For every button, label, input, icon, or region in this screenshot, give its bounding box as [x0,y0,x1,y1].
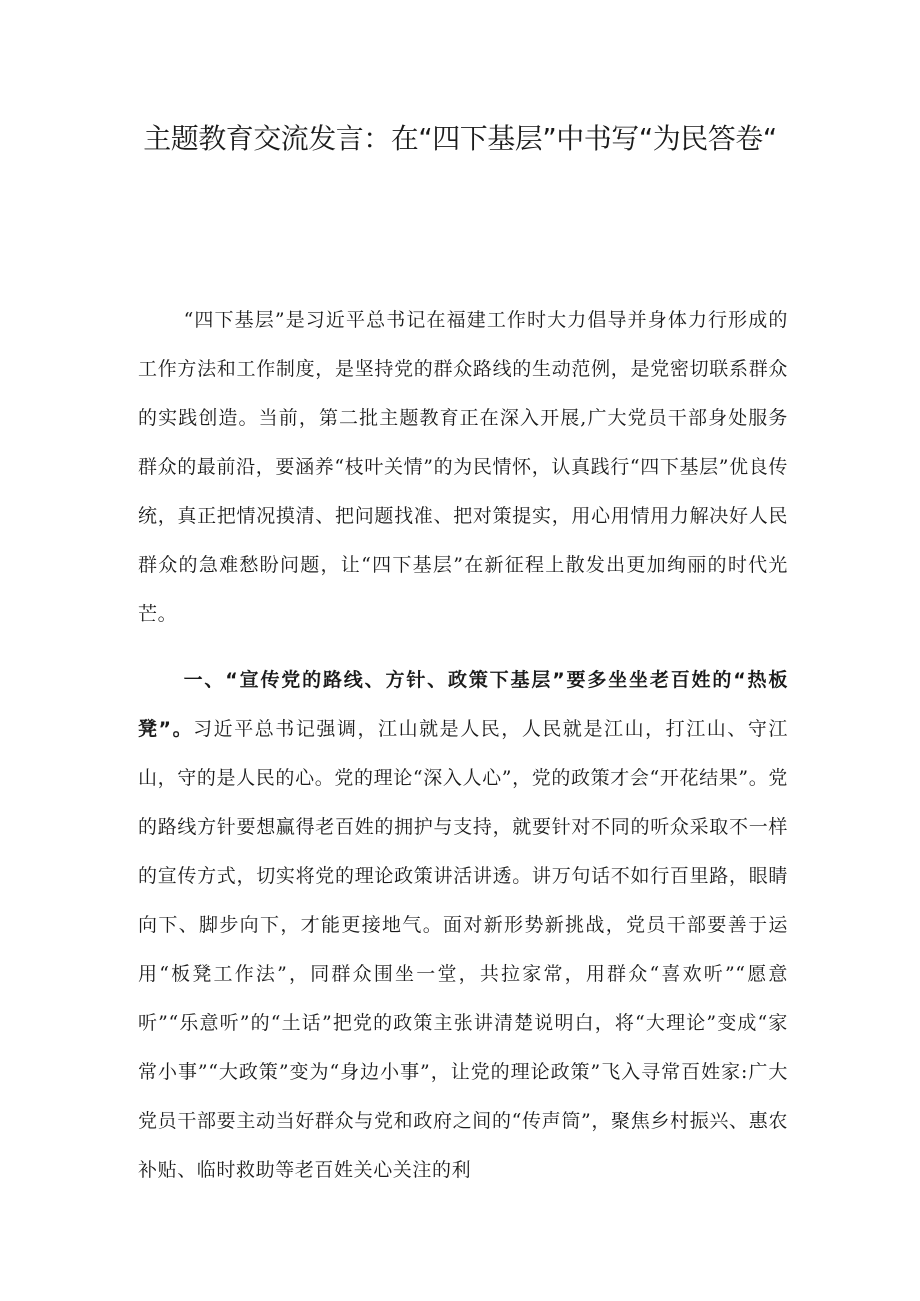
document-title: 主题教育交流发言：在“四下基层”中书写“为民答卷“ [143,122,777,155]
section-one-body: 习近平总书记强调，江山就是人民，人民就是江山，打江山、守江山，守的是人民的心。党的理论“深入人心”，党的政策才会“开花结果”。党的路线方针要想赢得老百姓的拥护与支持，就要针对不同的听众采取不一样的宣传方式，切实将党的理论政策讲活讲透。讲万句话不如行百里路，眼睛向下、脚步向下，才能更接地气。面对新形势新挑战，党员干部要善于运用“板凳工作法”，同群众围坐一堂，共拉家常，用群众“喜欢听”“愿意听”“乐意听”的“土话”把党的政策主张讲清楚说明白，将“大理论”变成“家常小事”“大政策”变为“身边小事”，让党的理论政策”飞入寻常百姓家:广大党员干部要主动当好群众与党和政府之间的“传声筒”，聚焦乡村振兴、惠农补贴、临时救助等老百姓关心关注的利 [138,718,788,1181]
section-one-heading: 一、“宣传党的路线、方针、政策下基层”要多坐坐老百姓的“热板凳”。 [138,669,788,740]
paragraph-intro: “四下基层”是习近平总书记在福建工作时大力倡导并身体力行形成的工作方法和工作制度，是坚持党的群众路线的生动范例，是党密切联系群众的实践创造。当前，第二批主题教育正在深入开展,广大党员干部身处服务群众的最前沿，要涵养“枝叶关情”的为民情怀，认真践行“四下基层”优良传统，真正把情况摸清、把问题找准、把对策提实，用心用情用力解决好人民群众的急难愁盼问题，让“四下基层”在新征程上散发出更加绚丽的时代光芒。 [138,309,788,625]
paragraph-section-one [138,656,788,1195]
